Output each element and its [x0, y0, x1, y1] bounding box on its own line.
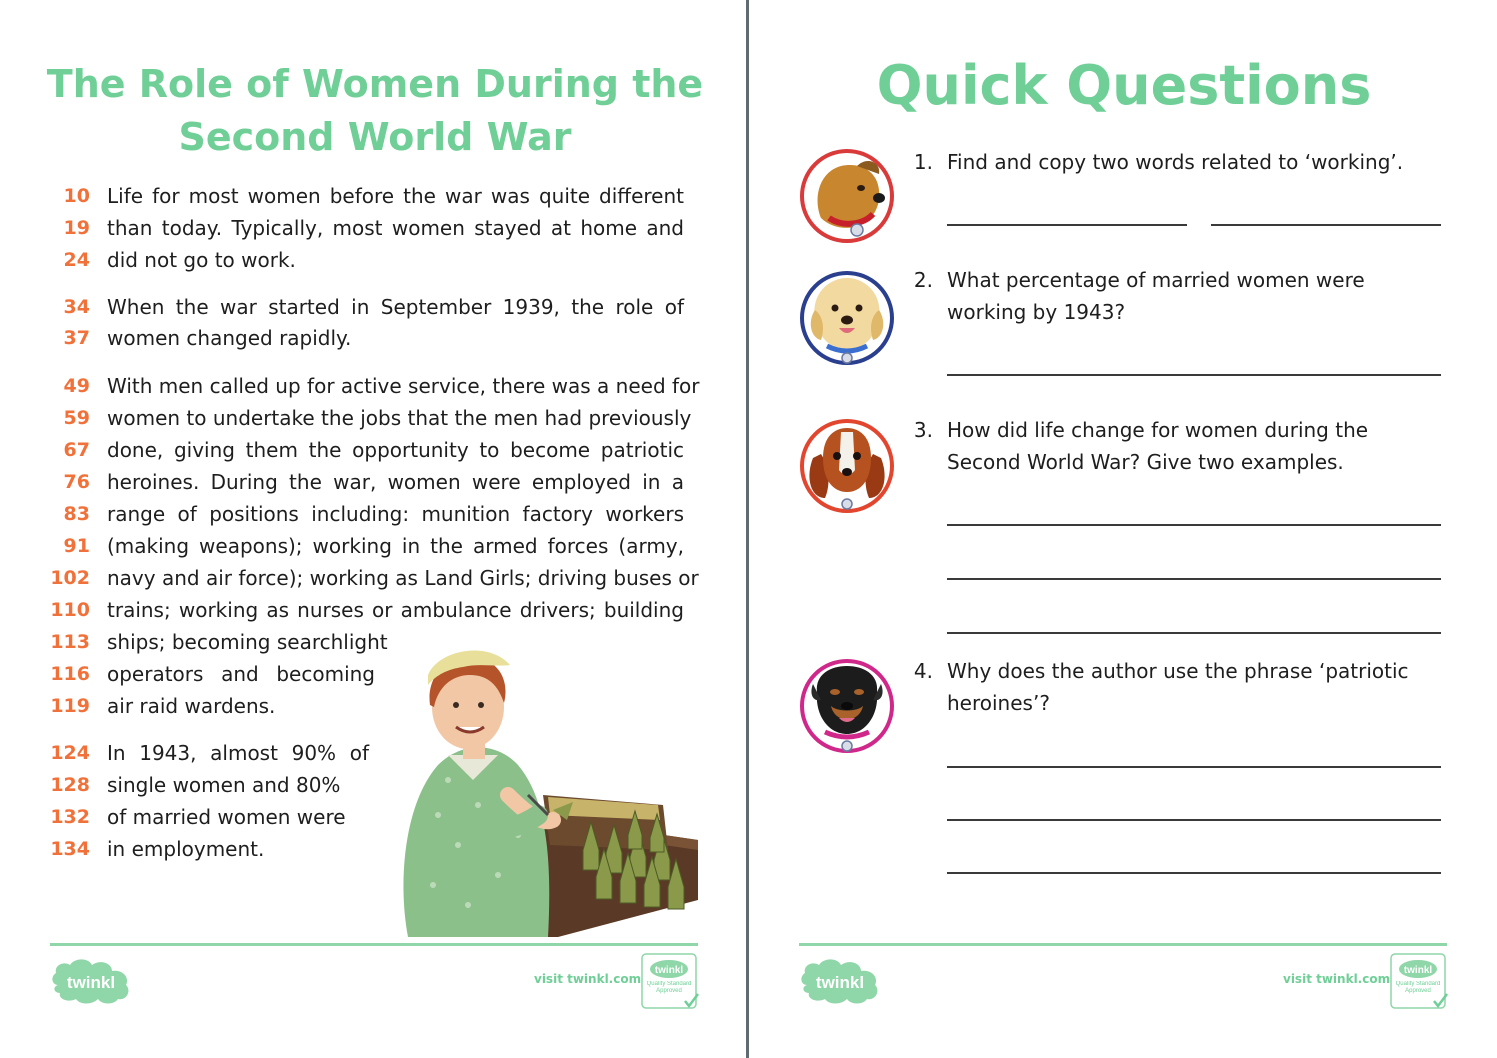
- golden-retriever-icon: [799, 270, 895, 366]
- line-number: 34: [63, 296, 90, 318]
- answer-line[interactable]: [947, 819, 1441, 821]
- answer-line[interactable]: [1211, 224, 1441, 226]
- answer-line[interactable]: [947, 872, 1441, 874]
- text-line: [0, 466, 700, 498]
- line-text: done, giving them the opportunity to become patriotic: [107, 438, 684, 462]
- line-number: 124: [50, 742, 90, 764]
- line-number: 132: [50, 806, 90, 828]
- text-line: [0, 180, 700, 212]
- line-text: With men called up for active service, there was a need for: [107, 374, 700, 398]
- line-text: did not go to work.: [107, 248, 296, 272]
- footer-divider: [50, 943, 698, 946]
- line-text: single women and 80%: [107, 773, 341, 797]
- line-number: 24: [63, 249, 90, 271]
- line-text: women to undertake the jobs that the men had previously: [107, 406, 692, 430]
- line-number: 67: [63, 439, 90, 461]
- answer-line[interactable]: [947, 224, 1187, 226]
- quality-badge-icon: [641, 953, 699, 1009]
- question-text: Find and copy two words related to ‘working’.: [947, 150, 1404, 174]
- answer-line[interactable]: [947, 578, 1441, 580]
- line-number: 83: [63, 503, 90, 525]
- questions-page: [749, 0, 1497, 1058]
- line-text: air raid wardens.: [107, 694, 276, 718]
- badge-caption: Quality Standard Approved: [646, 981, 692, 994]
- line-number: 102: [50, 567, 90, 589]
- line-number: 91: [63, 535, 90, 557]
- text-line: [0, 434, 700, 466]
- line-text: trains; working as nurses or ambulance drivers; building: [107, 598, 684, 622]
- visit-link[interactable]: visit twinkl.com: [534, 972, 642, 986]
- line-text: In 1943, almost 90% of: [107, 741, 369, 765]
- text-line: [0, 562, 700, 594]
- line-number: 37: [63, 327, 90, 349]
- cavalier-spaniel-icon: [799, 418, 895, 514]
- line-number: 113: [50, 631, 90, 653]
- line-number: 59: [63, 407, 90, 429]
- line-number: 134: [50, 838, 90, 860]
- line-text: operators and becoming: [107, 662, 375, 686]
- line-text: women changed rapidly.: [107, 326, 352, 350]
- airedale-dog-icon: [799, 148, 895, 244]
- text-line: [0, 244, 700, 276]
- question-number: 4.: [913, 659, 933, 683]
- logo-text: twinkl: [815, 973, 865, 992]
- answer-line[interactable]: [947, 766, 1441, 768]
- question-text: How did life change for women during the Second World War? Give two examples.: [947, 418, 1369, 474]
- line-number: 49: [63, 375, 90, 397]
- text-line: [0, 498, 700, 530]
- quality-badge-icon: [1390, 953, 1448, 1009]
- munitions-worker-illustration: [378, 645, 698, 937]
- logo-text: twinkl: [66, 973, 116, 992]
- line-text: ships; becoming searchlight: [107, 630, 388, 654]
- line-number: 10: [63, 185, 90, 207]
- page-title: Quick Questions: [876, 54, 1372, 117]
- question-text: Why does the author use the phrase ‘patriotic heroines’?: [947, 659, 1409, 715]
- line-number: 19: [63, 217, 90, 239]
- line-text: range of positions including: munition factory workers: [107, 502, 684, 526]
- page-title: The Role of Women During the Second World War: [46, 62, 704, 159]
- line-number: 116: [50, 663, 90, 685]
- badge-logo-text: twinkl: [1403, 965, 1433, 976]
- text-line: [0, 212, 700, 244]
- twinkl-logo[interactable]: [48, 955, 134, 1007]
- twinkl-logo[interactable]: [797, 955, 883, 1007]
- line-text: heroines. During the war, women were employed in a: [107, 470, 684, 494]
- line-number: 76: [63, 471, 90, 493]
- answer-line[interactable]: [947, 632, 1441, 634]
- answer-line[interactable]: [947, 524, 1441, 526]
- line-text: than today. Typically, most women stayed at home and: [107, 216, 684, 240]
- line-number: 128: [50, 774, 90, 796]
- question-number: 3.: [913, 418, 933, 442]
- text-line: [0, 322, 700, 354]
- line-number: 119: [50, 695, 90, 717]
- line-text: navy and air force); working as Land Girls; driving buses or: [107, 566, 699, 590]
- question-text: What percentage of married women were working by 1943?: [947, 268, 1365, 324]
- answer-line[interactable]: [947, 374, 1441, 376]
- badge-caption: Quality Standard Approved: [1395, 981, 1441, 994]
- visit-link[interactable]: visit twinkl.com: [1283, 972, 1391, 986]
- line-text: Life for most women before the war was quite different: [107, 184, 684, 208]
- rottweiler-icon: [799, 658, 895, 754]
- line-number: 110: [50, 599, 90, 621]
- badge-logo-text: twinkl: [654, 965, 684, 976]
- footer-divider: [799, 943, 1447, 946]
- line-text: of married women were: [107, 805, 346, 829]
- text-line: [0, 530, 700, 562]
- question-number: 1.: [913, 150, 933, 174]
- question-number: 2.: [913, 268, 933, 292]
- line-text: (making weapons); working in the armed forces (army,: [107, 534, 684, 558]
- text-line: [0, 594, 700, 626]
- line-text: in employment.: [107, 837, 265, 861]
- text-line: [0, 291, 700, 323]
- reading-page: [0, 0, 747, 1058]
- text-line: [0, 370, 700, 402]
- line-text: When the war started in September 1939, the role of: [107, 295, 684, 319]
- text-line: [0, 402, 700, 434]
